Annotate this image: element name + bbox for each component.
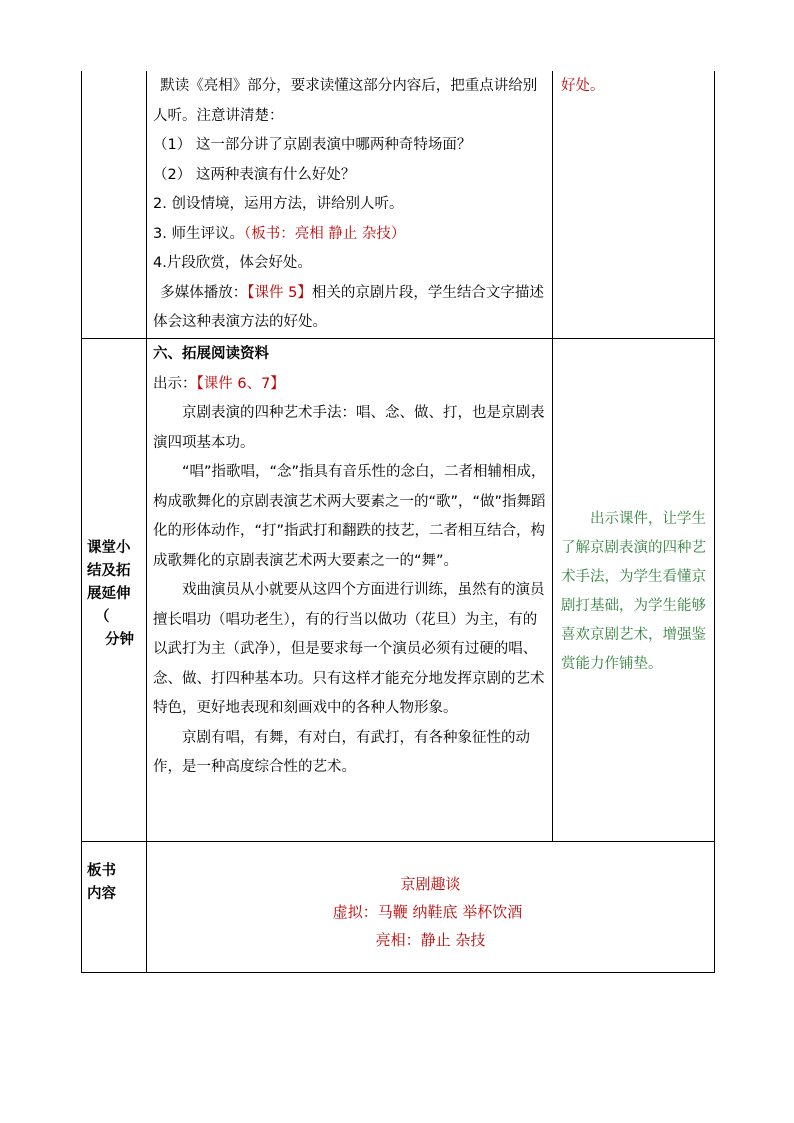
note-cell xyxy=(553,71,715,339)
row-label xyxy=(82,842,146,906)
table-row xyxy=(82,842,715,973)
courseware-tag: 【课件 5】 xyxy=(247,284,312,301)
row-label-cell xyxy=(82,339,147,842)
board-cell xyxy=(147,842,715,973)
content-body xyxy=(147,339,552,783)
label-line: 分钟 xyxy=(105,632,134,648)
content-cell xyxy=(147,339,553,842)
show-line xyxy=(153,370,548,400)
paragraph: 戏曲演员从小就要从这四个方面进行训练，虽然有的演员擅长唱功（唱功老生），有的行当以做功（花旦）为主，有的以武打为主（武净），但是要求每一个演员必须有过硬的唱、念、做、打四种基本功。只有这样才能充分地发挥京剧的艺术特色，更好地表现和刻画戏中的各种人物形象。 xyxy=(153,582,545,716)
board-line: 亮相：静止 杂技 xyxy=(375,931,486,949)
paragraph: 京剧有唱，有舞，有对白，有武打，有各种象征性的动作，是一种高度综合性的艺术。 xyxy=(153,729,530,775)
label-line: 结及拓 xyxy=(87,563,131,579)
courseware-tag: 【课件 6、7】 xyxy=(196,375,285,392)
show-prefix: 出示： xyxy=(153,375,197,392)
step-2: 2. 创设情境，运用方法，讲给别人听。 xyxy=(153,196,404,212)
table-row xyxy=(82,71,715,339)
row-label-cell xyxy=(82,842,147,973)
media-text: 相关的京剧片段，学生结合文字描述体会这种表演方法的好处。 xyxy=(153,284,544,330)
label-line: （ xyxy=(95,609,110,625)
content-body xyxy=(147,71,552,338)
design-note xyxy=(553,339,714,679)
section-heading: 六、拓展阅读资料 xyxy=(153,346,269,362)
step-3-text: 3. 师生评议。 xyxy=(153,225,244,242)
label-line: 展延伸 xyxy=(87,586,131,602)
question-1: （1） 这一部分讲了京剧表演中哪两种奇特场面？ xyxy=(153,137,472,153)
note-cell xyxy=(553,339,715,842)
question-2: （2） 这两种表演有什么好处？ xyxy=(153,166,356,183)
paragraph: 京剧表演的四种艺术手法：唱、念、做、打，也是京剧表演四项基本功。 xyxy=(153,405,545,451)
step-3 xyxy=(153,220,548,250)
media-play xyxy=(153,279,548,338)
label-line: 板书 xyxy=(87,863,116,879)
lesson-plan-table xyxy=(81,71,715,973)
row-label xyxy=(82,339,146,652)
paragraph: “唱”指歌唱，“念”指具有音乐性的念白，二者相辅相成， 构成歌舞化的京剧表演艺术两大要素之一的“歌”，“做”指舞蹈化的形体动作，“打”指武打和翻跌的技艺，二者相互结合，构成歌舞化的京剧表演艺术两大要素之一的“舞”。 xyxy=(153,464,546,569)
label-line: 课堂小 xyxy=(87,540,131,556)
row-label-cell xyxy=(82,71,147,339)
label-line: 内容 xyxy=(87,886,116,902)
board-title: 京剧趣谈 xyxy=(400,875,461,893)
table-row xyxy=(82,339,715,842)
paragraph: 默读《亮相》部分，要求读懂这部分内容后，把重点讲给别人听。注意讲清楚： xyxy=(153,78,538,124)
board-note: （板书：亮相 静止 杂技） xyxy=(243,225,406,242)
step-4: 4.片段欣赏，体会好处。 xyxy=(153,255,312,271)
media-prefix: 多媒体播放： xyxy=(160,284,248,301)
board-line: 虚拟：马鞭 纳鞋底 举杯饮酒 xyxy=(332,903,523,921)
content-cell xyxy=(147,71,553,339)
note-text: 出示课件，让学生了解京剧表演的四种艺术手法，为学生看懂京剧打基础，为学生能够喜欢京剧艺术，增强鉴赏能力作铺垫。 xyxy=(561,511,706,672)
design-note: 好处。 xyxy=(561,78,605,94)
board-content xyxy=(147,842,714,954)
